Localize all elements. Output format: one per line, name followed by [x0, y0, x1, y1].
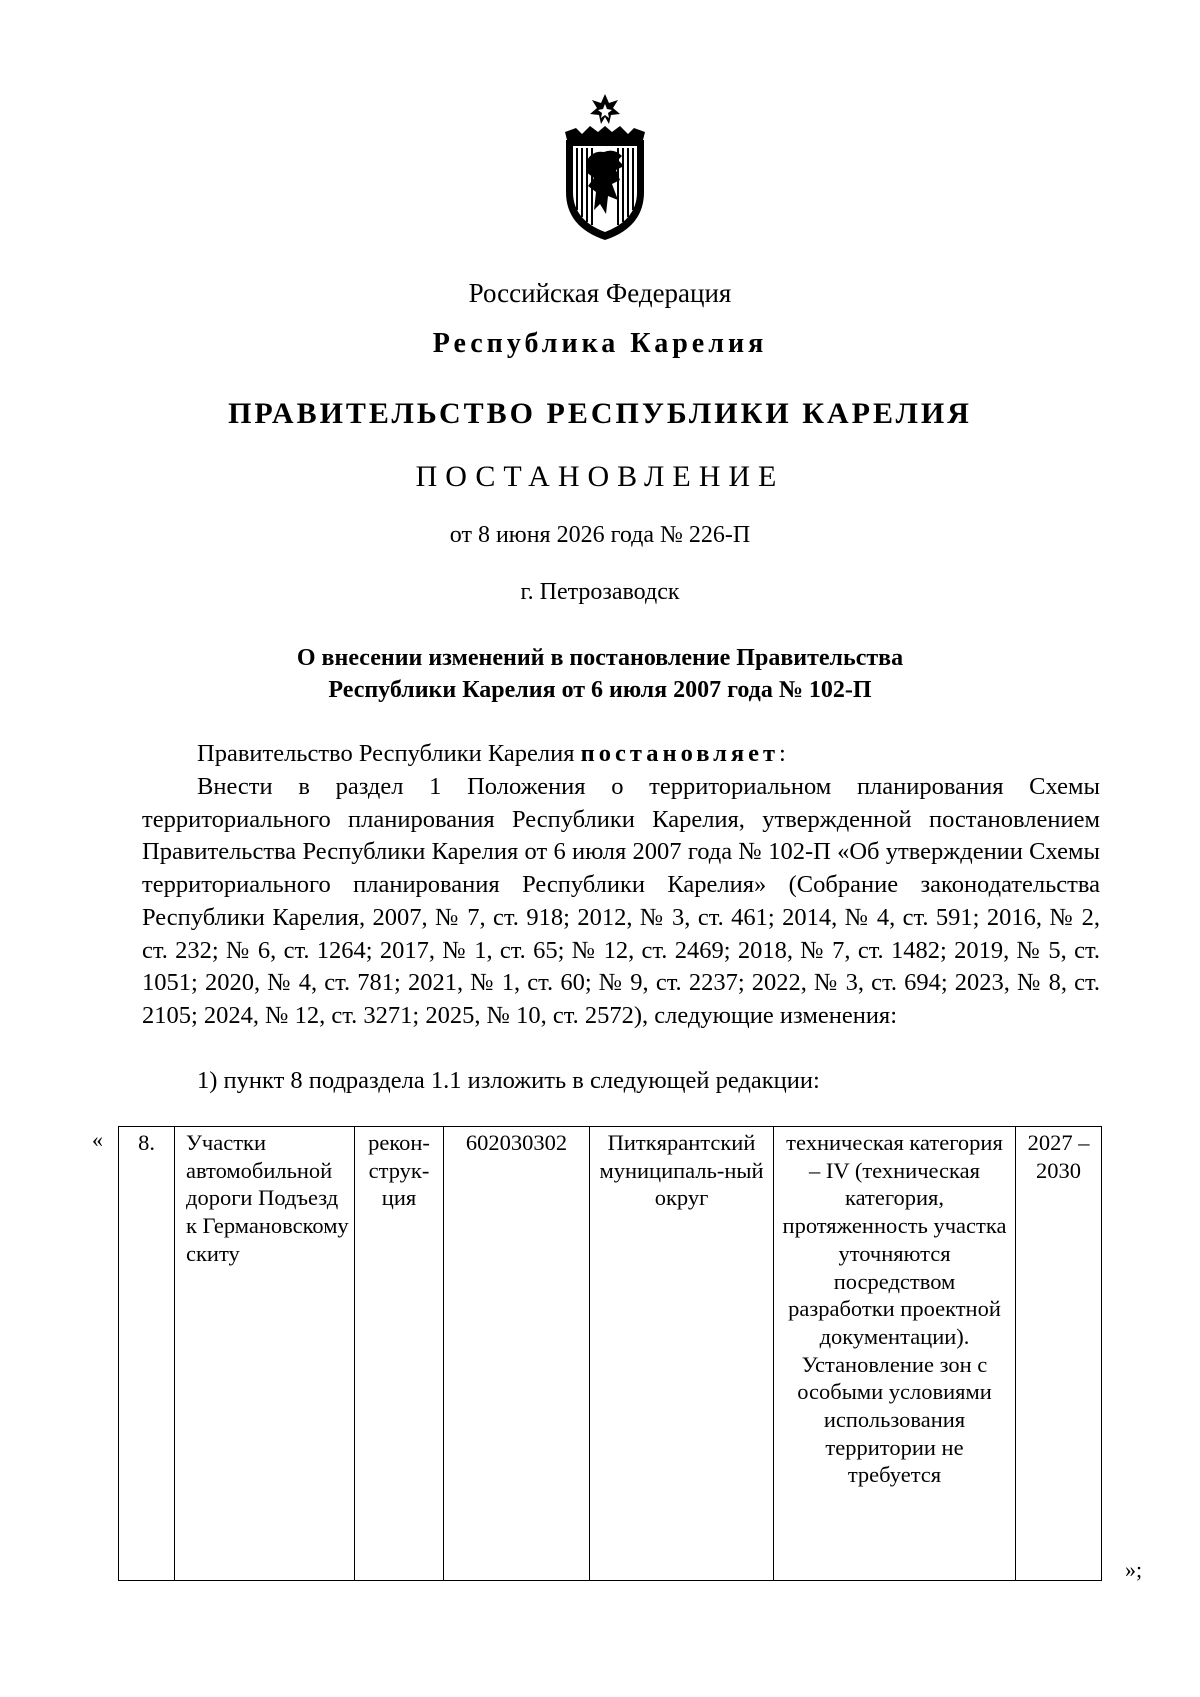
cell-characteristics: техническая категория – IV (техническая категория, протяженность участка уточняются посредством разработки проектной документации). Установление зон с особыми условиями использования территории не требуется	[774, 1127, 1016, 1581]
country-name: Российская Федерация	[468, 278, 732, 308]
government-name: ПРАВИТЕЛЬСТВО РЕСПУБЛИКИ КАРЕЛИЯ	[228, 397, 972, 430]
document-title-line-2: Республики Карелия от 6 июля 2007 года № 102-П	[328, 677, 872, 703]
cell-location: Питкярантский муниципаль-ный округ	[590, 1127, 774, 1581]
document-type: ПОСТАНОВЛЕНИЕ	[415, 460, 785, 493]
table-row	[119, 1127, 1102, 1581]
cell-object: Участки автомобильной дороги Подъезд к Германовскому скиту	[175, 1127, 355, 1581]
item-1-paragraph: 1) пункт 8 подраздела 1.1 изложить в следующей редакции:	[197, 1067, 820, 1094]
document-city: г. Петрозаводск	[520, 579, 680, 605]
republic-name: Республика Карелия	[432, 328, 768, 359]
intro-paragraph	[142, 738, 1100, 771]
document-date-number: от 8 июня 2026 года № 226-П	[449, 522, 751, 548]
cell-number: 8.	[119, 1127, 175, 1581]
document-title-line-1: О внесении изменений в постановление Правительства	[296, 645, 904, 671]
cell-period: 2027 – 2030	[1016, 1127, 1102, 1581]
amendment-table	[118, 1126, 1102, 1581]
table-close-quote: »;	[1125, 1557, 1143, 1582]
table-open-quote: «	[92, 1127, 103, 1152]
intro-prefix: Правительство Республики Карелия	[197, 740, 581, 767]
cell-code: 602030302	[444, 1127, 590, 1581]
coat-of-arms-emblem	[562, 92, 648, 242]
main-paragraph: Внести в раздел 1 Положения о территориальном планирования Схемы территориального планирования Республики Карелия, утвержденной постановлением Правительства Республики Карелия от 6 июля 2007 года № 102-П «Об утверждении Схемы территориального планирования Республики Карелия» (Собрание законодательства Республики Карелия, 2007, № 7, ст. 918; 2012, № 3, ст. 461; 2014, № 4, ст. 591; 2016, № 2, ст. 232; № 6, ст. 1264; 2017, № 1, ст. 65; № 12, ст. 2469; 2018, № 7, ст. 1482; 2019, № 5, ст. 1051; 2020, № 4, ст. 781; 2021, № 1, ст. 60; № 9, ст. 2237; 2022, № 3, ст. 694; 2023, № 8, ст. 2105; 2024, № 12, ст. 3271; 2025, № 10, ст. 2572), следующие изменения:	[142, 773, 1100, 1029]
intro-suffix: :	[779, 740, 786, 767]
intro-resolves: постановляет	[580, 740, 780, 767]
cell-work-type: рекон-струк-ция	[355, 1127, 444, 1581]
